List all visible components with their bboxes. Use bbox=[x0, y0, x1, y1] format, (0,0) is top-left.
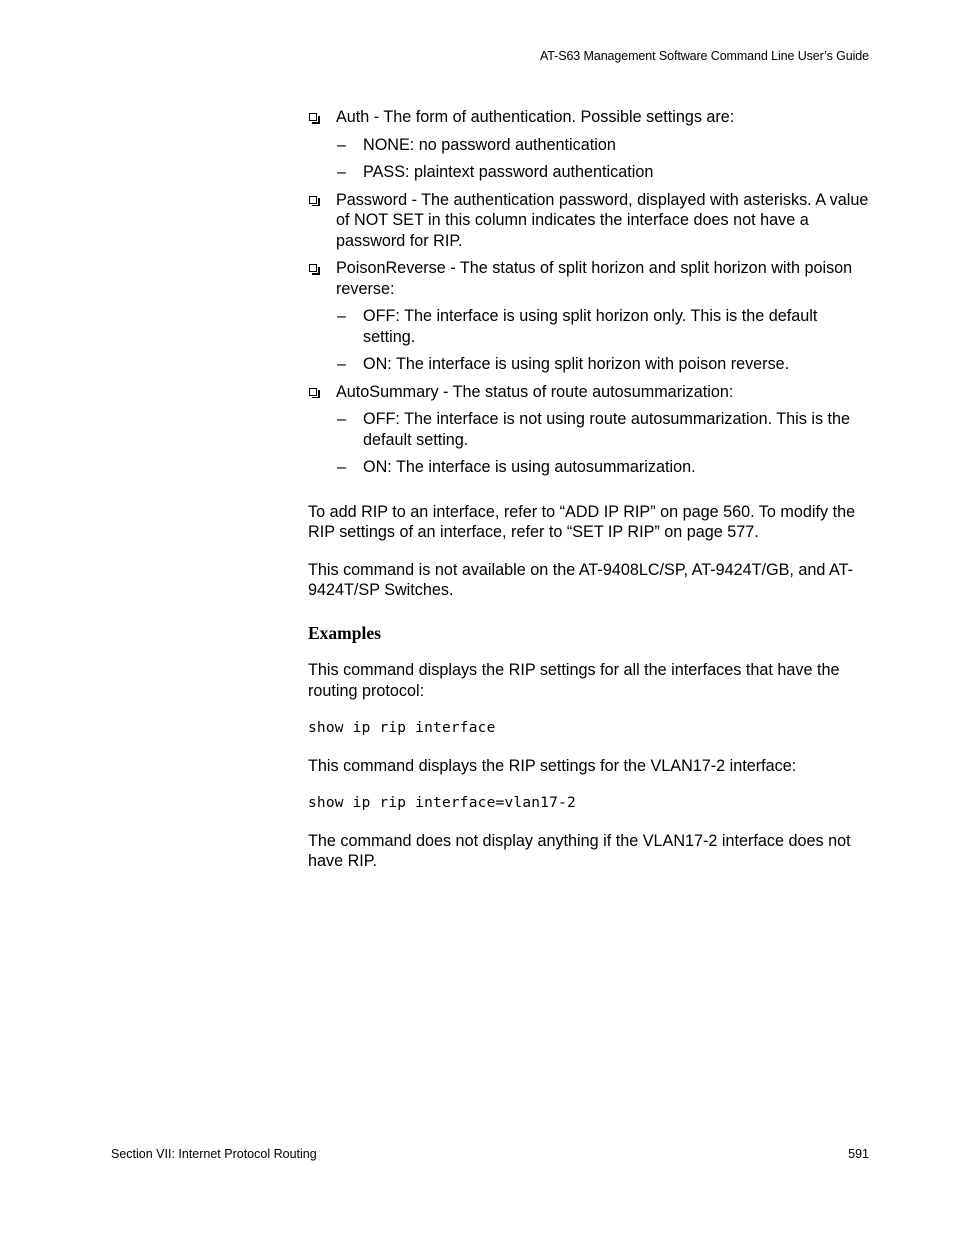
bullet-text: Auth - The form of authentication. Possible settings are: bbox=[336, 108, 735, 126]
subitem-text: NONE: no password authentication bbox=[363, 135, 616, 154]
availability-paragraph: This command is not available on the AT-9408LC/SP, AT-9424T/GB, and AT-9424T/SP Switches. bbox=[308, 560, 853, 599]
subitem-text: OFF: The interface is not using route autosummarization. This is the default setting. bbox=[363, 410, 851, 449]
subitem bbox=[308, 409, 874, 450]
page-content bbox=[308, 107, 874, 872]
dash-icon: – bbox=[337, 163, 347, 181]
checkbox-bullet-icon bbox=[309, 264, 317, 272]
bullet-autosummary bbox=[308, 382, 874, 403]
bullet-password bbox=[308, 190, 874, 252]
dash-icon: – bbox=[337, 410, 347, 428]
subitem-text: OFF: The interface is using split horizon only. This is the default setting. bbox=[363, 307, 818, 346]
add-rip-paragraph: To add RIP to an interface, refer to “ADD IP RIP” on page 560. To modify the RIP settings of an interface, refer to “SET IP RIP” on page 577. bbox=[308, 502, 856, 541]
checkbox-bullet-icon bbox=[309, 196, 317, 204]
bullet-text: PoisonReverse - The status of split horizon and split horizon with poison reverse: bbox=[336, 259, 853, 298]
dash-icon: – bbox=[337, 355, 347, 373]
dash-icon: – bbox=[337, 135, 347, 154]
subitem bbox=[308, 162, 874, 183]
checkbox-bullet-icon bbox=[309, 113, 317, 121]
examples-heading: Examples bbox=[308, 622, 381, 643]
page-number: 591 bbox=[848, 1147, 869, 1161]
subitem-text: PASS: plaintext password authentication bbox=[363, 163, 654, 181]
bullet-poisonreverse bbox=[308, 258, 874, 299]
checkbox-bullet-icon bbox=[309, 388, 317, 396]
example2-description: This command displays the RIP settings for the VLAN17-2 interface: bbox=[308, 756, 797, 775]
example2-command: show ip rip interface=vlan17-2 bbox=[308, 795, 576, 811]
subitem-text: ON: The interface is using autosummarization. bbox=[363, 458, 696, 476]
example1-command: show ip rip interface bbox=[308, 720, 496, 736]
bullet-text: Password - The authentication password, displayed with asterisks. A value of NOT SET in this column indicates the interface does not have a password for RIP. bbox=[336, 190, 869, 250]
footer-section: Section VII: Internet Protocol Routing bbox=[111, 1147, 317, 1161]
closing-paragraph: The command does not display anything if the VLAN17-2 interface does not have RIP. bbox=[308, 831, 851, 870]
example1-description: This command displays the RIP settings for all the interfaces that have the routing protocol: bbox=[308, 661, 840, 700]
subitem bbox=[308, 135, 874, 156]
subitem bbox=[308, 457, 874, 478]
bullet-text: AutoSummary - The status of route autosummarization: bbox=[336, 382, 734, 401]
bullet-auth bbox=[308, 107, 874, 128]
dash-icon: – bbox=[337, 307, 347, 325]
subitem bbox=[308, 306, 874, 347]
subitem-text: ON: The interface is using split horizon with poison reverse. bbox=[363, 355, 790, 373]
dash-icon: – bbox=[337, 458, 347, 476]
subitem bbox=[308, 354, 874, 375]
running-header: AT-S63 Management Software Command Line User’s Guide bbox=[540, 49, 869, 63]
